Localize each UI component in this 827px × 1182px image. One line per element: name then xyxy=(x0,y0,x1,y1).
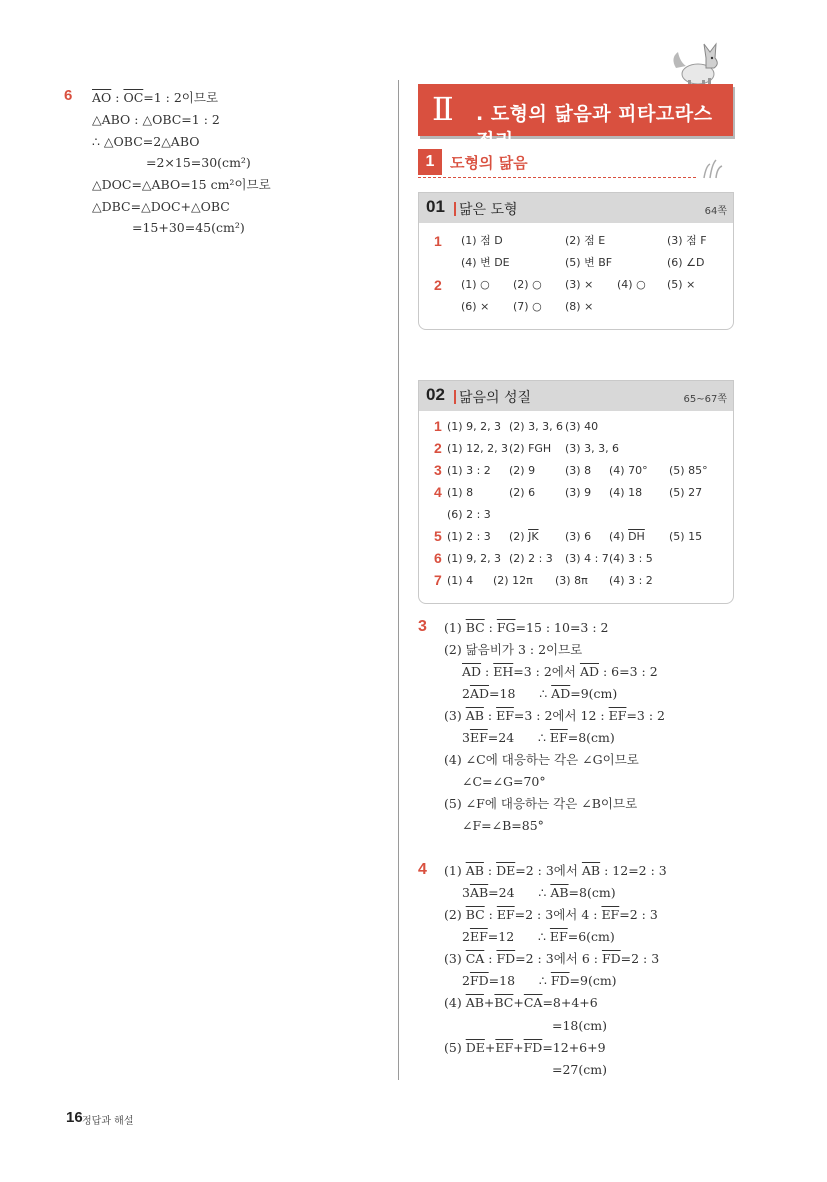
solution-line: =15+30=45(cm²) xyxy=(132,220,245,235)
answer-item: (2) $\overline{JK}$ xyxy=(509,530,539,543)
answer-item: (5) 85° xyxy=(669,464,708,477)
answer-item: (2) 3, 3, 6 xyxy=(509,420,564,433)
answer-item: (2) 2 : 3 xyxy=(509,552,553,565)
box-title: 닮은 도형 xyxy=(459,199,518,219)
solution-line: (5) ∠F에 대응하는 각은 ∠B이므로 xyxy=(444,796,638,811)
answer-item: (1) 9, 2, 3 xyxy=(447,420,502,433)
question-number: 2 xyxy=(434,277,442,293)
solution-line: $3\overline{AB}=24$ ∴ $\overline{AB}=8(cm)$ xyxy=(462,885,616,900)
answer-item: (3) 8 xyxy=(565,464,592,477)
question-number: 5 xyxy=(434,528,442,544)
solution-line: $\overline{AO}$ : $\overline{OC}=1$ : 2이므로 xyxy=(92,90,219,105)
answer-item: (1) ○ xyxy=(461,278,490,291)
grass-icon xyxy=(700,158,726,180)
answer-item: (2) 12π xyxy=(493,574,533,587)
question-number: 4 xyxy=(434,484,442,500)
problem-number: 3 xyxy=(418,618,427,635)
footer-label: 정답과 해설 xyxy=(82,1116,134,1127)
solution-line: $3\overline{EF}=24$ ∴ $\overline{EF}=8(cm)$ xyxy=(462,730,615,745)
answer-item: (1) 12, 2, 3 xyxy=(447,442,509,455)
answer-item: (2) FGH xyxy=(509,442,552,455)
answer-item: (4) 3 : 2 xyxy=(609,574,653,587)
solution-line: (1) $\overline{AB}$ : $\overline{DE}=2$ : 3에서 $\overline{AB}$ : 12=2 : 3 xyxy=(444,863,667,878)
answer-item: (7) ○ xyxy=(513,300,542,313)
solution-line: ∠C=∠G=70° xyxy=(462,774,546,789)
box-title: 닮음의 성질 xyxy=(459,387,531,407)
solution-line: △DOC=△ABO=15 cm²이므로 xyxy=(92,177,271,192)
box-number: 02 xyxy=(426,385,445,404)
solution-line: △ABO : △OBC=1 : 2 xyxy=(92,112,220,127)
answer-item: (2) 9 xyxy=(509,464,536,477)
answer-item: (1) 4 xyxy=(447,574,474,587)
answer-item: (6) ∠D xyxy=(667,256,705,269)
solution-line: =2×15=30(cm²) xyxy=(146,155,251,170)
question-number: 2 xyxy=(434,440,442,456)
answer-item: (6) 2 : 3 xyxy=(447,508,491,521)
box-header xyxy=(419,381,733,411)
answer-item: (3) × xyxy=(565,278,594,291)
problem-number: 6 xyxy=(64,87,73,104)
answer-item: (1) 3 : 2 xyxy=(447,464,491,477)
box-header xyxy=(419,193,733,223)
question-number: 1 xyxy=(434,418,442,434)
answer-item: (3) 3, 3, 6 xyxy=(565,442,620,455)
question-number: 6 xyxy=(434,550,442,566)
answer-item: (5) 27 xyxy=(669,486,703,499)
solution-line: =18(cm) xyxy=(552,1018,607,1033)
answer-item: (4) 3 : 5 xyxy=(609,552,653,565)
answer-item: (3) 4 : 7 xyxy=(565,552,609,565)
answer-item: (1) 2 : 3 xyxy=(447,530,491,543)
solution-line: $2\overline{AD}=18$ ∴ $\overline{AD}=9(cm)$ xyxy=(462,686,618,701)
answer-item: (1) 점 D xyxy=(461,234,503,247)
box-number: 01 xyxy=(426,197,445,216)
chapter-numeral: Ⅱ xyxy=(432,90,454,128)
chapter-banner xyxy=(418,84,733,152)
question-number: 7 xyxy=(434,572,442,588)
solution-line: (3) $\overline{CA}$ : $\overline{FD}=2$ : 3에서 6 : $\overline{FD}=2$ : 3 xyxy=(444,951,660,966)
answer-item: (6) × xyxy=(461,300,490,313)
answer-item: (2) 점 E xyxy=(565,234,606,247)
answer-item: (3) 9 xyxy=(565,486,592,499)
problem-number: 4 xyxy=(418,861,427,878)
answer-item: (1) 9, 2, 3 xyxy=(447,552,502,565)
answer-item: (5) 15 xyxy=(669,530,703,543)
answer-item: (4) $\overline{DH}$ xyxy=(609,530,645,543)
solution-line: (1) $\overline{BC}$ : $\overline{FG}=15$ : 10=3 : 2 xyxy=(444,620,609,635)
solution-line: △DBC=△DOC+△OBC xyxy=(92,199,230,214)
answer-item: (5) 변 BF xyxy=(565,256,613,269)
answer-box-02 xyxy=(418,380,734,604)
answer-item: (2) ○ xyxy=(513,278,542,291)
answer-box-01 xyxy=(418,192,734,330)
chapter-title: . 도형의 닮음과 피타고라스 정리 xyxy=(476,103,713,152)
section-number: 1 xyxy=(418,149,442,175)
column-divider xyxy=(398,80,399,1080)
answer-item: (2) 6 xyxy=(509,486,536,499)
solution-line: (4) ∠C에 대응하는 각은 ∠G이므로 xyxy=(444,752,639,767)
solution-line: $\overline{AD}$ : $\overline{EH}=3$ : 2에서 $\overline{AD}$ : 6=3 : 2 xyxy=(462,664,658,679)
answer-item: (1) 8 xyxy=(447,486,474,499)
solution-line: (2) $\overline{BC}$ : $\overline{EF}=2$ : 3에서 4 : $\overline{EF}=2$ : 3 xyxy=(444,907,658,922)
solution-line: =27(cm) xyxy=(552,1062,607,1077)
answer-item: (4) 18 xyxy=(609,486,643,499)
solution-line: ∴ △OBC=2△ABO xyxy=(92,134,200,149)
solution-line: (5) $\overline{DE}+\overline{EF}+\overline{FD}=12+6+9$ xyxy=(444,1040,606,1055)
answer-item: (3) 점 F xyxy=(667,234,707,247)
answer-item: (5) × xyxy=(667,278,696,291)
answer-item: (3) 8π xyxy=(555,574,588,587)
solution-line: $2\overline{EF}=12$ ∴ $\overline{EF}=6(cm)$ xyxy=(462,929,615,944)
section-title: 도형의 닮음 xyxy=(450,154,528,172)
solution-line: ∠F=∠B=85° xyxy=(462,818,544,833)
question-number: 1 xyxy=(434,233,442,249)
answer-item: (3) 6 xyxy=(565,530,592,543)
solution-line: (3) $\overline{AB}$ : $\overline{EF}=3$ : 2에서 12 : $\overline{EF}=3$ : 2 xyxy=(444,708,665,723)
answer-item: (4) ○ xyxy=(617,278,646,291)
solution-line: $2\overline{FD}=18$ ∴ $\overline{FD}=9(cm)$ xyxy=(462,973,617,988)
section-divider xyxy=(418,177,696,178)
answer-item: (4) 70° xyxy=(609,464,648,477)
page-number: 16 xyxy=(66,1109,83,1126)
solution-line: (4) $\overline{AB}+\overline{BC}+\overline{CA}=8+4+6$ xyxy=(444,995,598,1010)
solution-line: (2) 닮음비가 3 : 2이므로 xyxy=(444,642,583,657)
box-pages: 65~67쪽 xyxy=(683,394,727,405)
answer-item: (4) 변 DE xyxy=(461,256,510,269)
question-number: 3 xyxy=(434,462,442,478)
answer-item: (3) 40 xyxy=(565,420,599,433)
box-pages: 64쪽 xyxy=(704,206,727,217)
answer-item: (8) × xyxy=(565,300,594,313)
